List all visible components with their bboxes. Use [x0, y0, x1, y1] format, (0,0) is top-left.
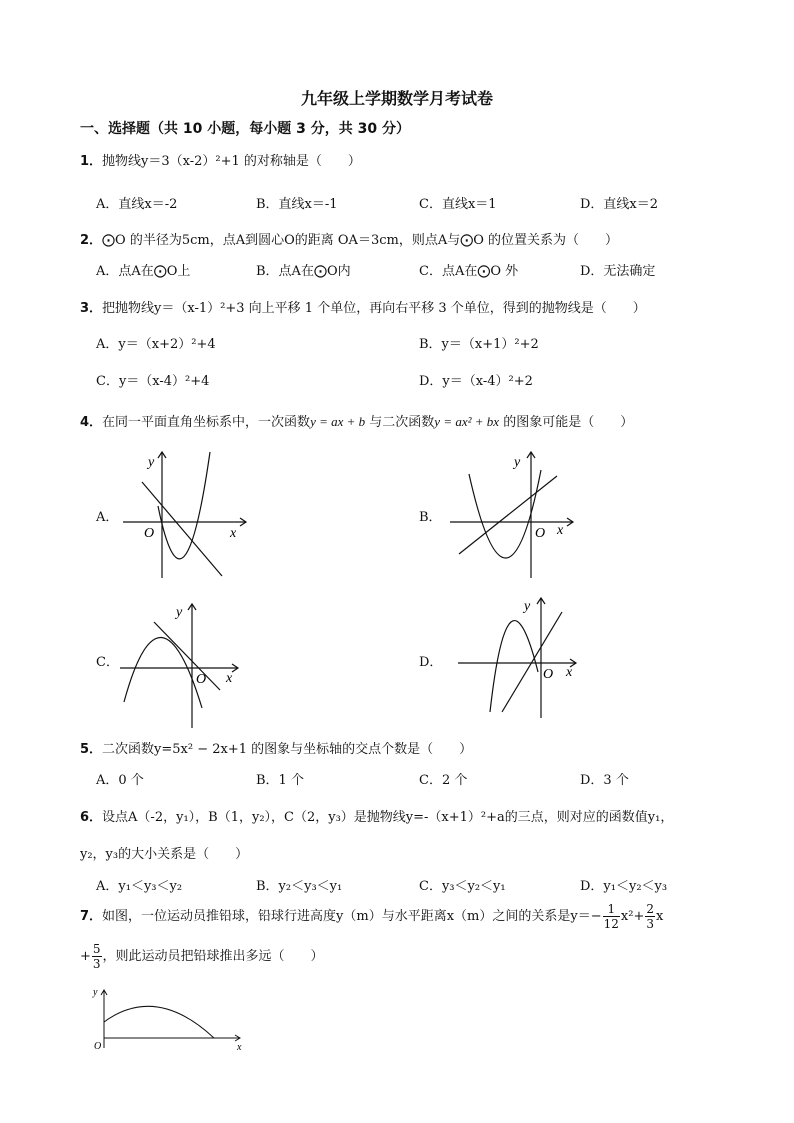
question-number: 2． [80, 233, 103, 248]
option-d: D． [419, 655, 443, 670]
origin-label: O [144, 526, 155, 541]
parabola [490, 621, 538, 712]
question-stem: 把抛物线y＝（x-1）²+3 向上平移 1 个单位，再向右平移 3 个单位，得到的抛物线是（ ） [102, 301, 646, 316]
fraction [92, 942, 102, 971]
parabola [124, 637, 202, 708]
trajectory-curve [104, 1006, 214, 1038]
question-stem: + [80, 949, 91, 964]
x-axis-label: x [237, 1042, 242, 1053]
question-number: 4． [80, 415, 103, 430]
option-a: A． [96, 510, 119, 525]
option-d: D．y＝（x-4）²+2 [419, 374, 533, 389]
question-number: 5． [80, 742, 103, 757]
option-b: B．1 个 [256, 773, 304, 788]
question-5 [80, 738, 472, 757]
fraction [645, 902, 655, 931]
option-c: C．y₃＜y₂＜y₁ [419, 879, 506, 894]
question-stem: ，则此运动员把铅球推出多远（ ） [102, 949, 324, 964]
option-a: A．0 个 [96, 773, 144, 788]
option-c: C．y＝（x-4）²+4 [96, 374, 210, 389]
option-a: A．y＝（x+2）²+4 [96, 337, 216, 352]
question-stem: 如图，一位运动员推铅球，铅球行进高度y（m）与水平距离x（m）之间的关系是y＝− [102, 909, 602, 924]
line [154, 622, 220, 690]
origin-label: O [543, 667, 554, 682]
question-number: 1． [80, 154, 103, 169]
fraction [603, 902, 620, 931]
linear-equation: y = ax + b [310, 414, 366, 429]
option-d: D．3 个 [580, 773, 629, 788]
shot-put-graph [88, 984, 248, 1054]
question-2 [80, 229, 618, 248]
option-d: D．直线x＝2 [580, 197, 659, 212]
option-c: C．2 个 [419, 773, 468, 788]
fraction-numerator: 2 [646, 902, 654, 916]
y-axis-label: y [93, 987, 98, 998]
x-axis-label: x [226, 671, 233, 686]
option-b: B．点A在⨀O内 [256, 264, 351, 279]
question-stem: x²+ [620, 909, 645, 924]
fraction-denominator: 3 [92, 957, 101, 971]
option-a: A．y₁＜y₃＜y₂ [96, 879, 183, 894]
question-7-line-2 [80, 942, 324, 971]
graph-a [118, 448, 253, 583]
line [502, 612, 562, 712]
section-heading: 一、选择题（共 10 小题，每小题 3 分，共 30 分） [80, 121, 410, 137]
fraction-numerator: 5 [92, 942, 101, 956]
question-7 [80, 902, 663, 931]
origin-label: O [196, 672, 207, 687]
question-stem: 与二次函数 [365, 415, 435, 430]
question-number: 6． [80, 810, 103, 825]
parabola [469, 470, 541, 558]
y-axis-label: y [148, 455, 155, 470]
option-c: C． [96, 655, 119, 670]
y-axis-label: y [524, 599, 531, 614]
option-d: D．y₁＜y₂＜y₃ [580, 879, 668, 894]
question-1 [80, 150, 361, 169]
graph-b [445, 448, 580, 583]
question-stem: ⨀O 的半径为5cm，点A到圆心O的距离 OA＝3cm，则点A与⨀O 的位置关系为（ ） [102, 233, 618, 248]
line [459, 476, 557, 554]
y-axis-label: y [176, 605, 183, 620]
graph-c [118, 598, 253, 733]
quadratic-equation: y = ax² + bx [434, 414, 500, 429]
option-b: B．y₂＜y₃＜y₁ [256, 879, 343, 894]
graph-d [452, 592, 587, 727]
fraction-numerator: 1 [603, 902, 620, 917]
option-b: B．直线x＝-1 [256, 197, 338, 212]
question-6 [80, 806, 673, 825]
option-c: C．直线x＝1 [419, 197, 497, 212]
x-axis-label: x [557, 523, 564, 538]
parabola [158, 452, 210, 559]
y-axis-label: y [514, 455, 521, 470]
question-stem: x [655, 909, 664, 924]
option-d: D．无法确定 [580, 264, 656, 279]
question-stem: 在同一平面直角坐标系中，一次函数 [102, 415, 311, 430]
question-stem: 二次函数y=5x² − 2x+1 的图象与坐标轴的交点个数是（ ） [102, 742, 473, 757]
option-a: A．直线x＝-2 [96, 197, 178, 212]
origin-label: O [535, 526, 546, 541]
question-4 [80, 411, 633, 430]
option-a: A．点A在⨀O上 [96, 264, 191, 279]
question-stem: 设点A（-2，y₁），B（1，y₂），C（2，y₃）是抛物线y=-（x+1）²+a的三点，则对应的函数值y₁， [102, 810, 674, 825]
option-b: B．y＝（x+1）²+2 [419, 337, 539, 352]
page-title: 九年级上学期数学月考试卷 [300, 89, 493, 108]
question-6-line-2: y₂，y₃的大小关系是（ ） [80, 847, 249, 862]
question-stem: 的图象可能是（ ） [499, 415, 634, 430]
option-b: B． [419, 510, 442, 525]
fraction-denominator: 12 [603, 917, 619, 931]
option-c: C．点A在⨀O 外 [419, 264, 519, 279]
x-axis-label: x [230, 526, 237, 541]
question-number: 7． [80, 909, 103, 924]
origin-label: O [94, 1041, 102, 1052]
fraction-denominator: 3 [646, 917, 654, 931]
question-number: 3． [80, 301, 103, 316]
question-stem: 抛物线y＝3（x-2）²+1 的对称轴是（ ） [102, 154, 361, 169]
x-axis-label: x [566, 665, 573, 680]
question-3 [80, 297, 646, 316]
